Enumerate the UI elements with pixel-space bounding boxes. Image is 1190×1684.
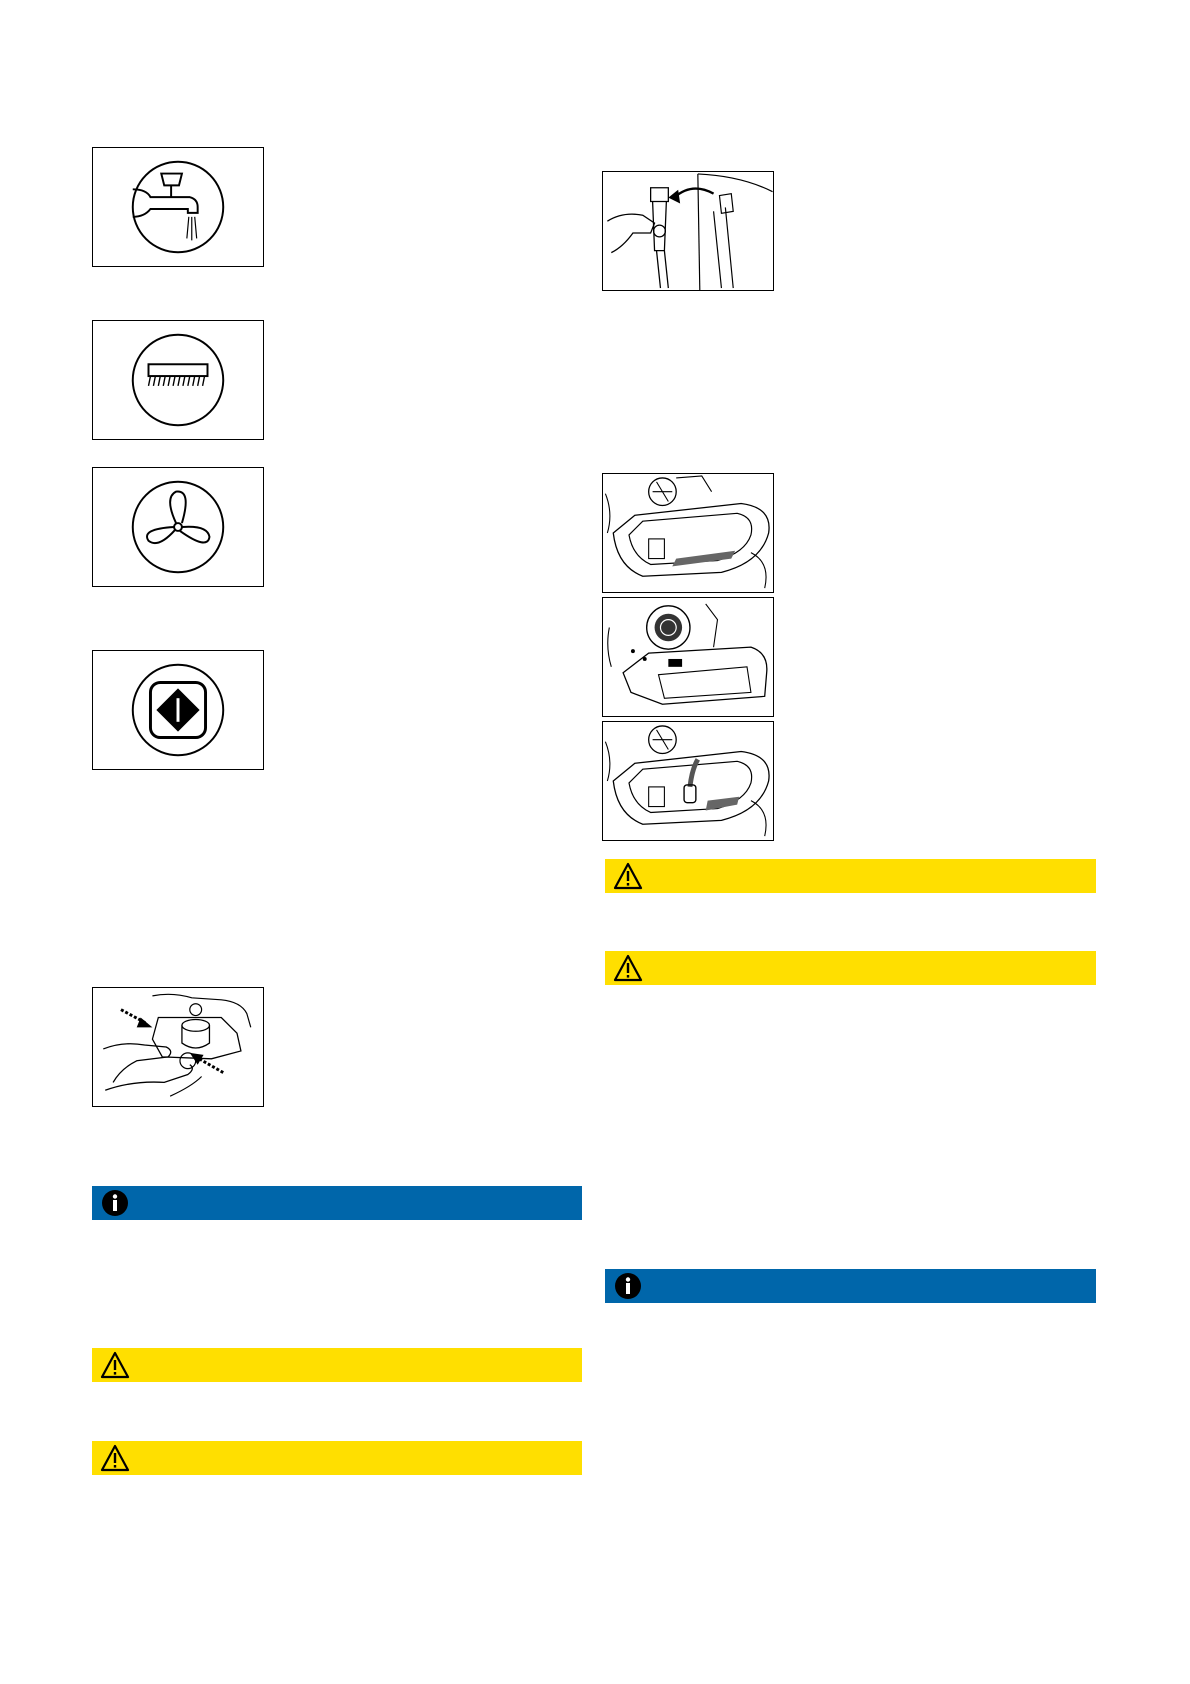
brush-icon-panel: [92, 320, 264, 440]
warning-bar: [92, 1441, 582, 1475]
dirty-water-tank-open-illustration: [603, 474, 773, 592]
brush-icon: [93, 321, 263, 439]
warning-triangle-icon: [613, 953, 643, 983]
tank-lid-filter-illustration-panel: [602, 597, 774, 717]
drain-hose-illustration: [603, 172, 773, 290]
warning-bar: [92, 1348, 582, 1382]
warning-triangle-icon: [100, 1350, 130, 1380]
info-icon: [613, 1271, 643, 1301]
brush-release-illustration-panel: [92, 987, 264, 1107]
brush-release-illustration: [93, 988, 263, 1106]
water-tap-icon-panel: [92, 147, 264, 267]
warning-triangle-icon: [100, 1443, 130, 1473]
notice-bar: [605, 1269, 1096, 1303]
tank-rinse-hose-illustration: [603, 722, 773, 840]
warning-bar: [605, 859, 1096, 893]
info-icon: [100, 1188, 130, 1218]
warning-bar: [605, 951, 1096, 985]
drain-hose-illustration-panel: [602, 171, 774, 291]
notice-bar: [92, 1186, 582, 1220]
water-tap-icon: [93, 148, 263, 266]
detergent-dosing-icon: [93, 651, 263, 769]
fan-icon: [93, 468, 263, 586]
warning-triangle-icon: [613, 861, 643, 891]
dirty-water-tank-open-illustration-panel: [602, 473, 774, 593]
detergent-dosing-icon-panel: [92, 650, 264, 770]
tank-rinse-hose-illustration-panel: [602, 721, 774, 841]
tank-lid-filter-illustration: [603, 598, 773, 716]
fan-icon-panel: [92, 467, 264, 587]
